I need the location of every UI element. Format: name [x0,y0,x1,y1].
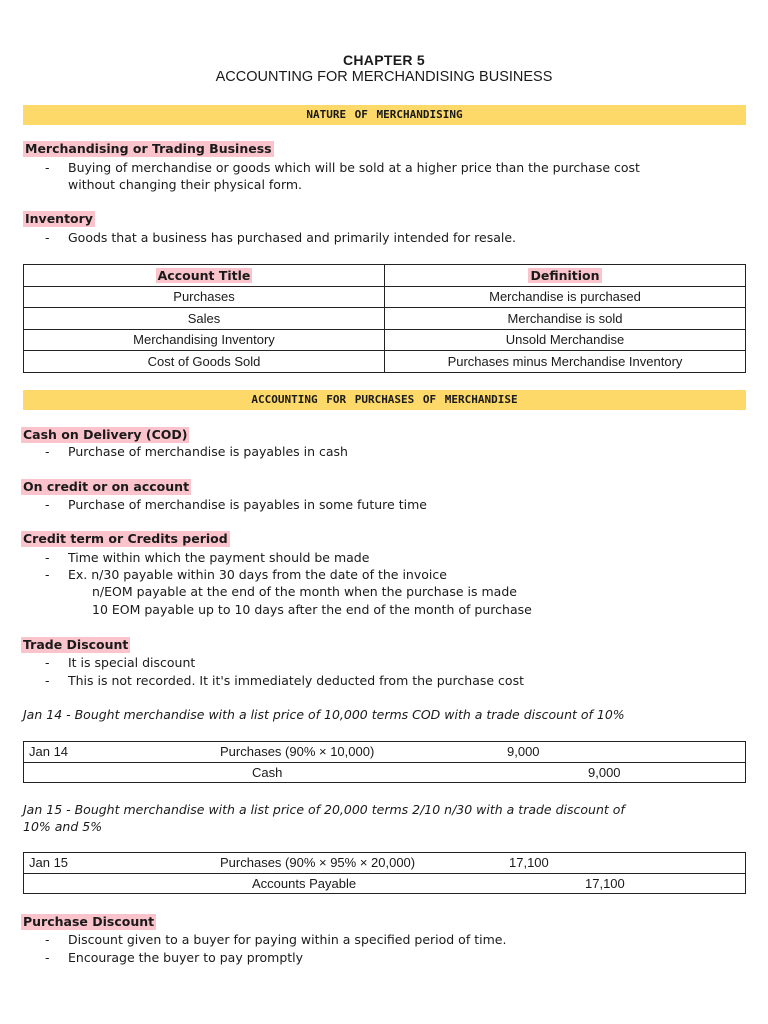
journal-debit-account: Purchases (90% × 95% × 20,000) [220,855,416,870]
journal-credit-account: Cash [252,765,283,780]
journal-credit-amount: 17,100 [585,876,625,891]
heading-purchase-discount: Purchase Discount [23,914,155,929]
section-band-nature: NATURE OF MERCHANDISING [23,105,746,125]
journal-credit-amount: 9,000 [588,765,621,780]
table-row [24,286,746,308]
journal-debit-amount: 9,000 [507,744,540,759]
table-header-cell [24,265,385,287]
table-cell: Merchandise is purchased [385,286,746,308]
journal-debit-account: Purchases (90% × 10,000) [220,744,375,759]
bullet-dash: - [45,673,50,688]
bullet-dash: - [45,950,50,965]
section-band-purchases: ACCOUNTING FOR PURCHASES OF MERCHANDISE [23,390,746,410]
row-divider [24,762,745,763]
merch-definition-line1: Buying of merchandise or goods which will be sold at a higher price than the purchase cost [68,160,640,175]
trade-line1: It is special discount [68,655,196,670]
table-cell: Purchases minus Merchandise Inventory [385,351,746,373]
heading-inventory: Inventory [25,211,93,226]
pd-line1: Discount given to a buyer for paying within a specified period of time. [68,932,507,947]
journal-entry-jan15 [23,852,746,894]
row-divider [24,873,745,874]
term-line3: n/EOM payable at the end of the month when the purchase is made [92,584,517,599]
table-cell: Merchandising Inventory [24,329,385,351]
term-line4: 10 EOM payable up to 10 days after the end of the month of purchase [92,602,532,617]
bullet-dash: - [45,655,50,670]
example-jan15-line2: 10% and 5% [23,819,103,834]
table-cell: Sales [24,308,385,330]
journal-entry-jan14 [23,741,746,783]
bullet-dash: - [45,497,50,512]
trade-line2: This is not recorded. It it's immediately deducted from the purchase cost [68,673,524,688]
heading-on-credit: On credit or on account [23,479,190,494]
table-row [24,351,746,373]
heading-credit-term: Credit term or Credits period [23,531,228,546]
heading-cod: Cash on Delivery (COD) [23,427,188,442]
term-line2: Ex. n/30 payable within 30 days from the date of the invoice [68,567,447,582]
bullet-dash: - [45,932,50,947]
bullet-dash: - [45,550,50,565]
cod-definition: Purchase of merchandise is payables in cash [68,444,348,459]
inventory-definition: Goods that a business has purchased and primarily intended for resale. [68,230,516,245]
table-cell: Purchases [24,286,385,308]
table-row [24,308,746,330]
heading-trade-discount: Trade Discount [23,637,129,652]
table-cell: Unsold Merchandise [385,329,746,351]
journal-debit-amount: 17,100 [509,855,549,870]
header-account-title: Account Title [157,267,251,283]
account-definition-table [23,264,746,373]
table-cell: Cost of Goods Sold [24,351,385,373]
example-jan15-line1: Jan 15 - Bought merchandise with a list price of 20,000 terms 2/10 n/30 with a trade discount of [23,802,625,817]
heading-merchandising: Merchandising or Trading Business [25,141,272,156]
bullet-dash: - [45,567,50,582]
credit-definition: Purchase of merchandise is payables in some future time [68,497,427,512]
journal-date: Jan 14 [29,744,69,759]
header-definition: Definition [530,267,600,283]
chapter-number: CHAPTER 5 [342,52,426,68]
table-header-row [24,265,746,287]
journal-credit-account: Accounts Payable [252,876,357,891]
pd-line2: Encourage the buyer to pay promptly [68,950,304,965]
bullet-dash: - [45,230,50,245]
bullet-dash: - [45,444,50,459]
journal-date: Jan 15 [29,855,69,870]
table-row [24,329,746,351]
table-header-cell [385,265,746,287]
term-line1: Time within which the payment should be made [68,550,370,565]
chapter-title: ACCOUNTING FOR MERCHANDISING BUSINESS [215,69,553,85]
table-cell: Merchandise is sold [385,308,746,330]
merch-definition-line2: without changing their physical form. [68,177,303,192]
bullet-dash: - [45,160,50,175]
example-jan14: Jan 14 - Bought merchandise with a list price of 10,000 terms COD with a trade discount of 10% [23,707,625,722]
